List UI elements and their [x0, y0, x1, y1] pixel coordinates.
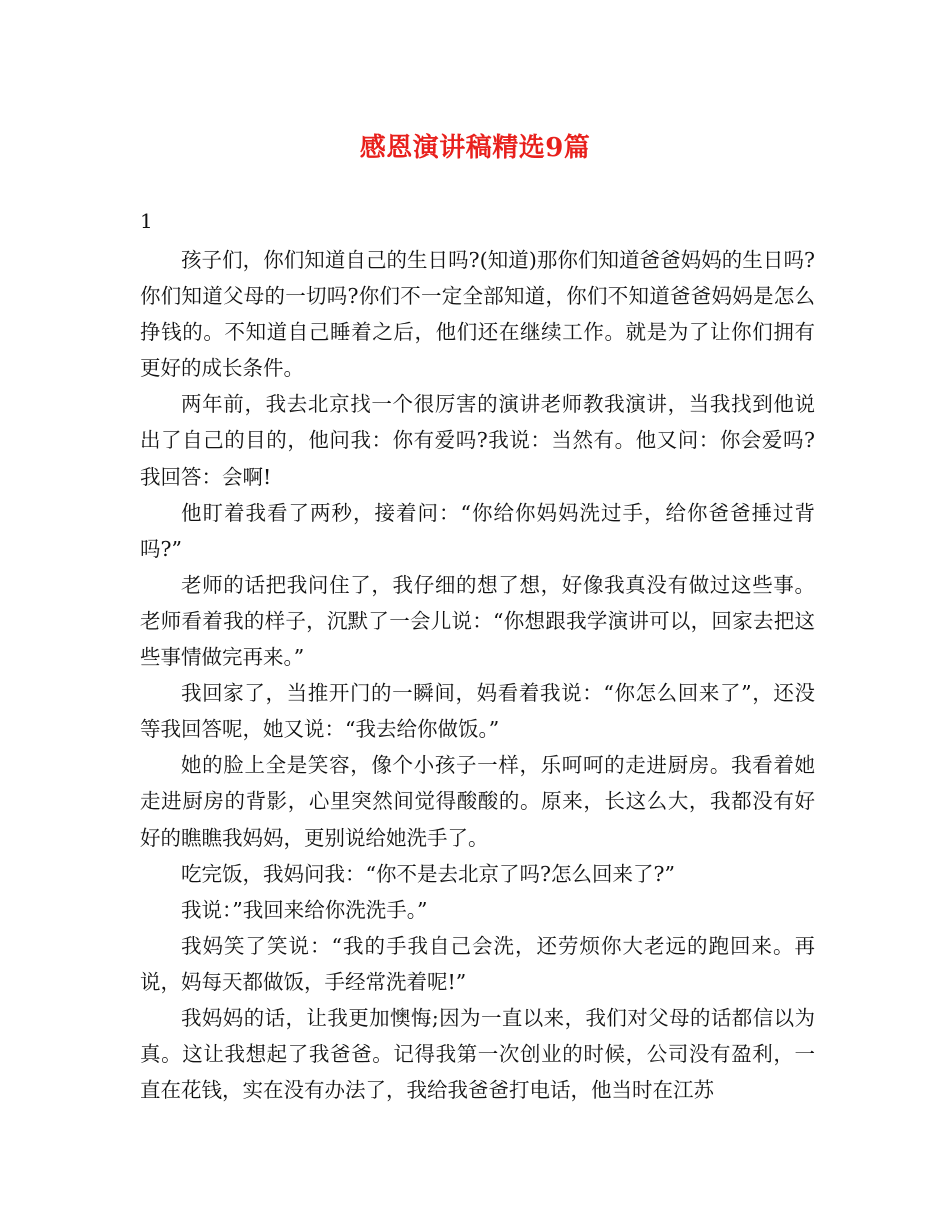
- section-number: 1: [140, 209, 153, 233]
- paragraph: 孩子们，你们知道自己的生日吗?(知道)那你们知道爸爸妈妈的生日吗?你们知道父母的一切吗?你们不一定全部知道，你们不知道爸爸妈妈是怎么挣钱的。不知道自己睡着之后，他们还在继续工作。就是为了让你们拥有更好的成长条件。: [140, 248, 815, 381]
- paragraph: 我妈笑了笑说：“我的手我自己会洗，还劳烦你大老远的跑回来。再说，妈每天都做饭，手经常洗着呢!”: [140, 933, 815, 994]
- paragraph: 他盯着我看了两秒，接着问：“你给你妈妈洗过手，给你爸爸捶过背吗?”: [140, 500, 815, 561]
- paragraph: 老师的话把我问住了，我仔细的想了想，好像我真没有做过这些事。老师看着我的样子，沉默了一会儿说：“你想跟我学演讲可以，回家去把这些事情做完再来。”: [140, 572, 815, 670]
- paragraph: 吃完饭，我妈问我：“你不是去北京了吗?怎么回来了?”: [181, 861, 675, 886]
- paragraph: 两年前，我去北京找一个很厉害的演讲老师教我演讲，当我找到他说出了自己的目的，他问我：你有爱吗?我说：当然有。他又问：你会爱吗?我回答：会啊!: [140, 392, 815, 489]
- paragraph: 我回家了，当推开门的一瞬间，妈看着我说：“你怎么回来了”，还没等我回答呢，她又说：“我去给你做饭。”: [140, 681, 815, 742]
- paragraph: 她的脸上全是笑容，像个小孩子一样，乐呵呵的走进厨房。我看着她走进厨房的背影，心里突然间觉得酸酸的。原来，长这么大，我都没有好好的瞧瞧我妈妈，更别说给她洗手了。: [140, 753, 815, 850]
- document-body: [140, 242, 815, 1108]
- paragraph: 我妈妈的话，让我更加懊悔;因为一直以来，我们对父母的话都信以为真。这让我想起了我爸爸。记得我第一次创业的时候，公司没有盈利，一直在花钱，实在没有办法了，我给我爸爸打电话，他当时在江苏: [140, 1005, 815, 1103]
- document-title: 感恩演讲稿精选9篇: [359, 133, 591, 163]
- paragraph: 我说：”我回来给你洗洗手。”: [181, 897, 428, 922]
